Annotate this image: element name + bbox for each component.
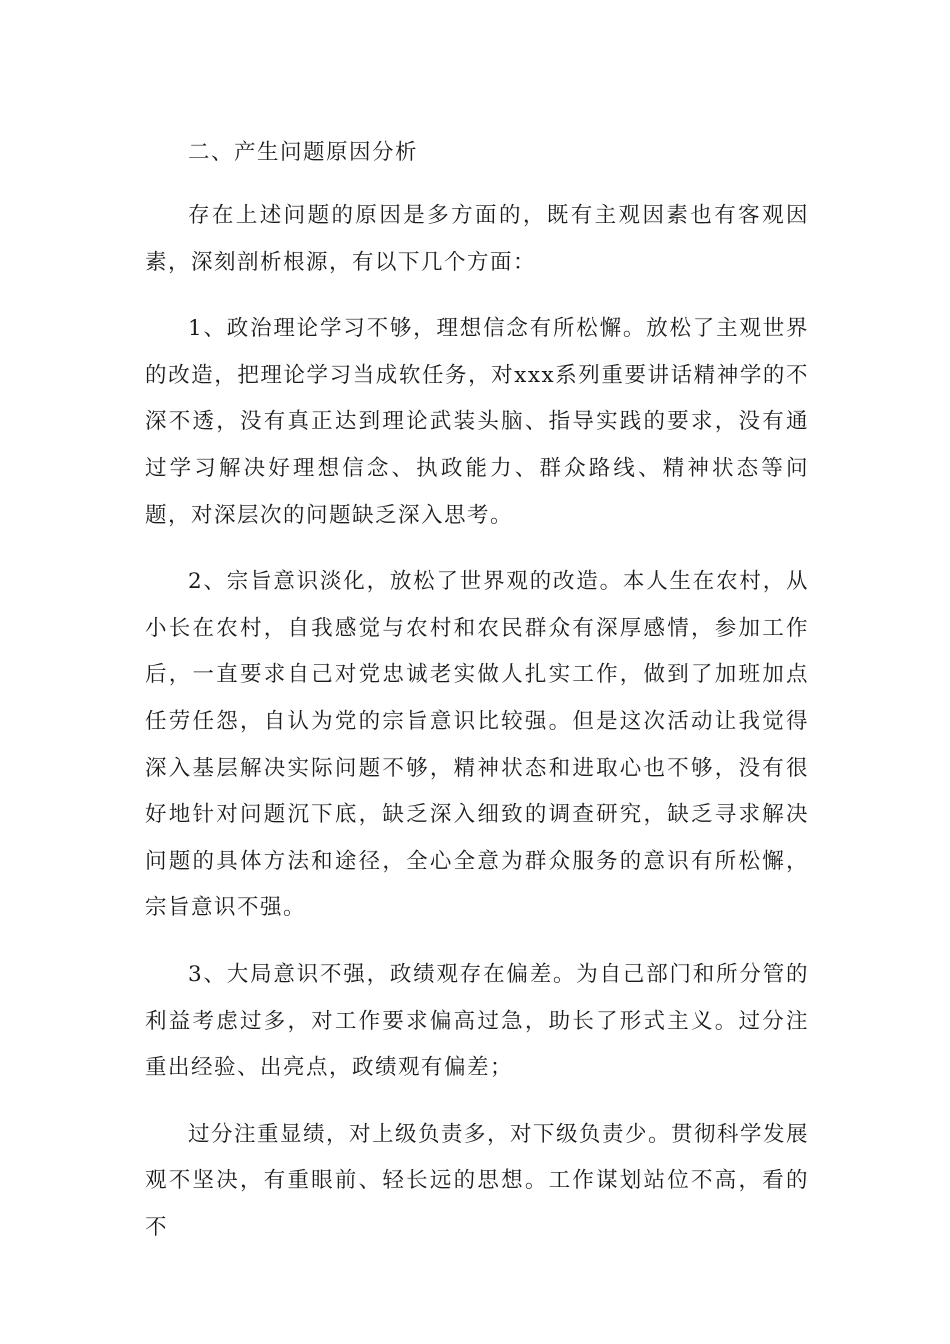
paragraph-achievements: 过分注重显绩，对上级负责多，对下级负责少。贯彻科学发展观不坚决，有重眼前、轻长远的思想。工作谋划站位不高，看的不 [145, 1121, 810, 1240]
paragraph-3-overall-awareness: 3、大局意识不强，政绩观存在偏差。为自己部门和所分管的利益考虑过多，对工作要求偏高过急，助长了形式主义。过分注重出经验、出亮点，政绩观有偏差； [145, 961, 809, 1081]
paragraph-2-purpose-awareness: 2、宗旨意识淡化，放松了世界观的改造。本人生在农村，从小长在农村，自我感觉与农村和农民群众有深厚感情，参加工作后，一直要求自己对党忠诚老实做人扎实工作，做到了加班加点任劳任怨，自认为党的宗旨意识比较强。但是这次活动让我觉得深入基层解决实际问题不够，精神状态和进取心也不够，没有很好地针对问题沉下底，缺乏深入细致的调查研究，缺乏寻求解决问题的具体方法和途径，全心全意为群众服务的意识有所松懈，宗旨意识不强。 [145, 569, 809, 921]
document-body [145, 133, 809, 1271]
paragraph-intro: 存在上述问题的原因是多方面的，既有主观因素也有客观因素，深刻剖析根源，有以下几个方面： [145, 203, 809, 275]
paragraph-1-political-theory: 1、政治理论学习不够，理想信念有所松懈。放松了主观世界的改造，把理论学习当成软任务，对xxx系列重要讲话精神学的不深不透，没有真正达到理论武装头脑、指导实践的要求，没有通过学习解决好理想信念、执政能力、群众路线、精神状态等问题，对深层次的问题缺乏深入思考。 [145, 316, 809, 528]
section-heading: 二、产生问题原因分析 [188, 140, 419, 165]
